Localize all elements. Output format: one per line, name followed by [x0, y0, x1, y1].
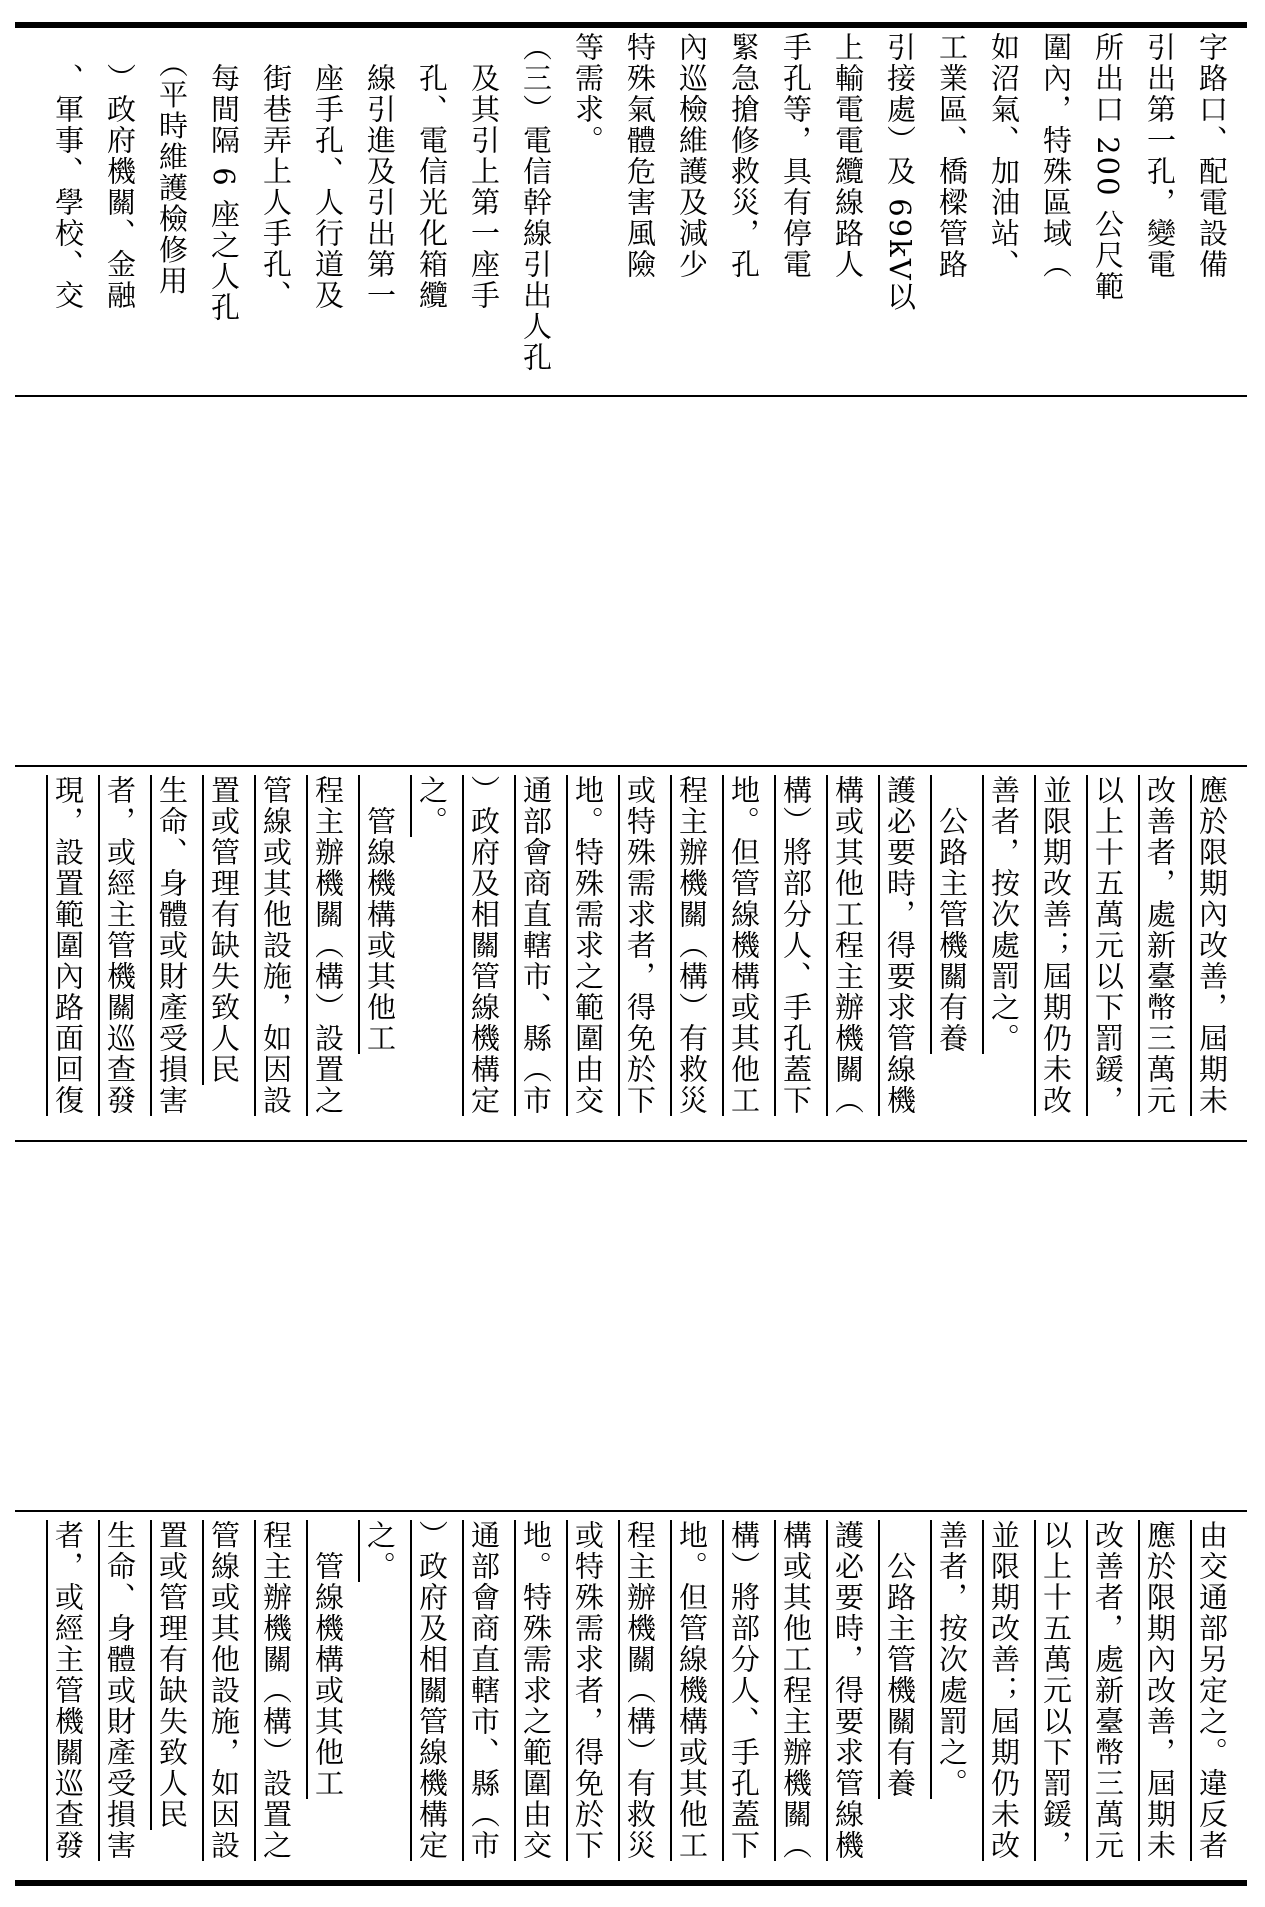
text-column: 圍內，特殊區域（ — [1039, 32, 1073, 280]
text-column: 線引進及引出第一 — [363, 32, 397, 311]
text-column: （三）電信幹線引出人孔 — [519, 32, 553, 373]
text-column: 座手孔、人行道及 — [311, 32, 345, 311]
text-column: 之。 — [363, 1520, 397, 1582]
text-column: 改善者，處新臺幣三萬元 — [1143, 775, 1177, 1116]
text-column: 緊急搶修救災，孔 — [727, 32, 761, 280]
section-top-columns — [28, 32, 1238, 373]
text-column: 等需求。 — [571, 32, 605, 156]
text-column: 孔、電信光化箱纜 — [415, 32, 449, 311]
text-column: 工業區、橋樑管路 — [935, 32, 969, 280]
text-column: 管線或其他設施，如因設 — [207, 1520, 241, 1861]
text-column: 者，或經主管機關巡查發 — [51, 1520, 85, 1861]
text-column: 如沼氣、加油站、 — [987, 32, 1021, 280]
text-column: 置或管理有缺失致人民 — [155, 1520, 189, 1830]
text-column: 善者，按次處罰之。 — [987, 775, 1021, 1054]
divider — [15, 395, 1247, 397]
section-middle — [28, 775, 1238, 1155]
text-column: 管線機構或其他工 — [311, 1520, 345, 1799]
text-column: 地。特殊需求之範圍由交 — [571, 775, 605, 1116]
text-column: 通部會商直轄市、縣（市 — [519, 775, 553, 1116]
text-column: 由交通部另定之。違反者 — [1195, 1520, 1229, 1861]
text-column: 護必要時，得要求管線機 — [883, 775, 917, 1116]
text-column: 程主辦機關（構）有救災 — [623, 1520, 657, 1861]
text-column: ）政府機關、金融 — [103, 32, 137, 311]
text-column: 地。特殊需求之範圍由交 — [519, 1520, 553, 1861]
text-column: 引接處）及 69kV以 — [883, 32, 917, 313]
divider — [15, 765, 1247, 767]
top-rule — [15, 22, 1247, 28]
text-column: 字路口、配電設備 — [1195, 32, 1229, 280]
text-column: 及其引上第一座手 — [467, 32, 501, 311]
section-middle-columns — [28, 775, 1238, 1155]
text-column: 生命、身體或財產受損害 — [155, 775, 189, 1116]
text-column: 現，設置範圍內路面回復 — [51, 775, 85, 1116]
text-column: 應於限期內改善，屆期未 — [1143, 1520, 1177, 1861]
text-column: ）政府及相關管線機構定 — [415, 1520, 449, 1861]
text-column: 之。 — [415, 775, 449, 837]
text-column: 每間隔 6 座之人孔 — [207, 32, 241, 323]
text-column: 護必要時，得要求管線機 — [831, 1520, 865, 1861]
text-column: 街巷弄上人手孔、 — [259, 32, 293, 311]
text-column: 應於限期內改善，屆期未 — [1195, 775, 1229, 1116]
bottom-rule — [15, 1880, 1247, 1886]
text-column: 生命、身體或財產受損害 — [103, 1520, 137, 1861]
text-column: 內巡檢維護及減少 — [675, 32, 709, 280]
text-column: 公路主管機關有養 — [883, 1520, 917, 1799]
text-column: 所出口 200 公尺範 — [1091, 32, 1125, 302]
text-column: 構或其他工程主辦機關（ — [779, 1520, 813, 1861]
text-column: 以上十五萬元以下罰鍰， — [1091, 775, 1125, 1116]
text-column: 者，或經主管機關巡查發 — [103, 775, 137, 1116]
text-column: 引出第一孔，變電 — [1143, 32, 1177, 280]
text-column: ）政府及相關管線機構定 — [467, 775, 501, 1116]
text-column: 以上十五萬元以下罰鍰， — [1039, 1520, 1073, 1861]
text-column: 或特殊需求者，得免於下 — [571, 1520, 605, 1861]
text-column: 管線或其他設施，如因設 — [259, 775, 293, 1116]
text-column: 構或其他工程主辦機關（ — [831, 775, 865, 1116]
text-column: 上輸電電纜線路人 — [831, 32, 865, 280]
text-column: 地。但管線機構或其他工 — [675, 1520, 709, 1861]
text-column: 管線機構或其他工 — [363, 775, 397, 1054]
text-column: 程主辦機關（構）設置之 — [311, 775, 345, 1116]
text-column: 通部會商直轄市、縣（市 — [467, 1520, 501, 1861]
text-column: 、軍事、學校、交 — [51, 32, 85, 311]
divider — [15, 1140, 1247, 1142]
text-column: 手孔等，具有停電 — [779, 32, 813, 280]
divider — [15, 1510, 1247, 1512]
text-column: 或特殊需求者，得免於下 — [623, 775, 657, 1116]
text-column: 並限期改善；屆期仍未改 — [1039, 775, 1073, 1116]
text-column: 公路主管機關有養 — [935, 775, 969, 1054]
text-column: （平時維護檢修用 — [155, 32, 189, 297]
section-bottom-columns — [28, 1520, 1238, 1875]
text-column: 構）將部分人、手孔蓋下 — [779, 775, 813, 1116]
text-column: 構）將部分人、手孔蓋下 — [727, 1520, 761, 1861]
text-column: 改善者，處新臺幣三萬元 — [1091, 1520, 1125, 1861]
text-column: 善者，按次處罰之。 — [935, 1520, 969, 1799]
text-column: 程主辦機關（構）設置之 — [259, 1520, 293, 1861]
section-top — [28, 32, 1238, 373]
section-bottom — [28, 1520, 1238, 1875]
text-column: 程主辦機關（構）有救災 — [675, 775, 709, 1116]
text-column: 特殊氣體危害風險 — [623, 32, 657, 280]
text-column: 置或管理有缺失致人民 — [207, 775, 241, 1085]
text-column: 地。但管線機構或其他工 — [727, 775, 761, 1116]
text-column: 並限期改善；屆期仍未改 — [987, 1520, 1021, 1861]
